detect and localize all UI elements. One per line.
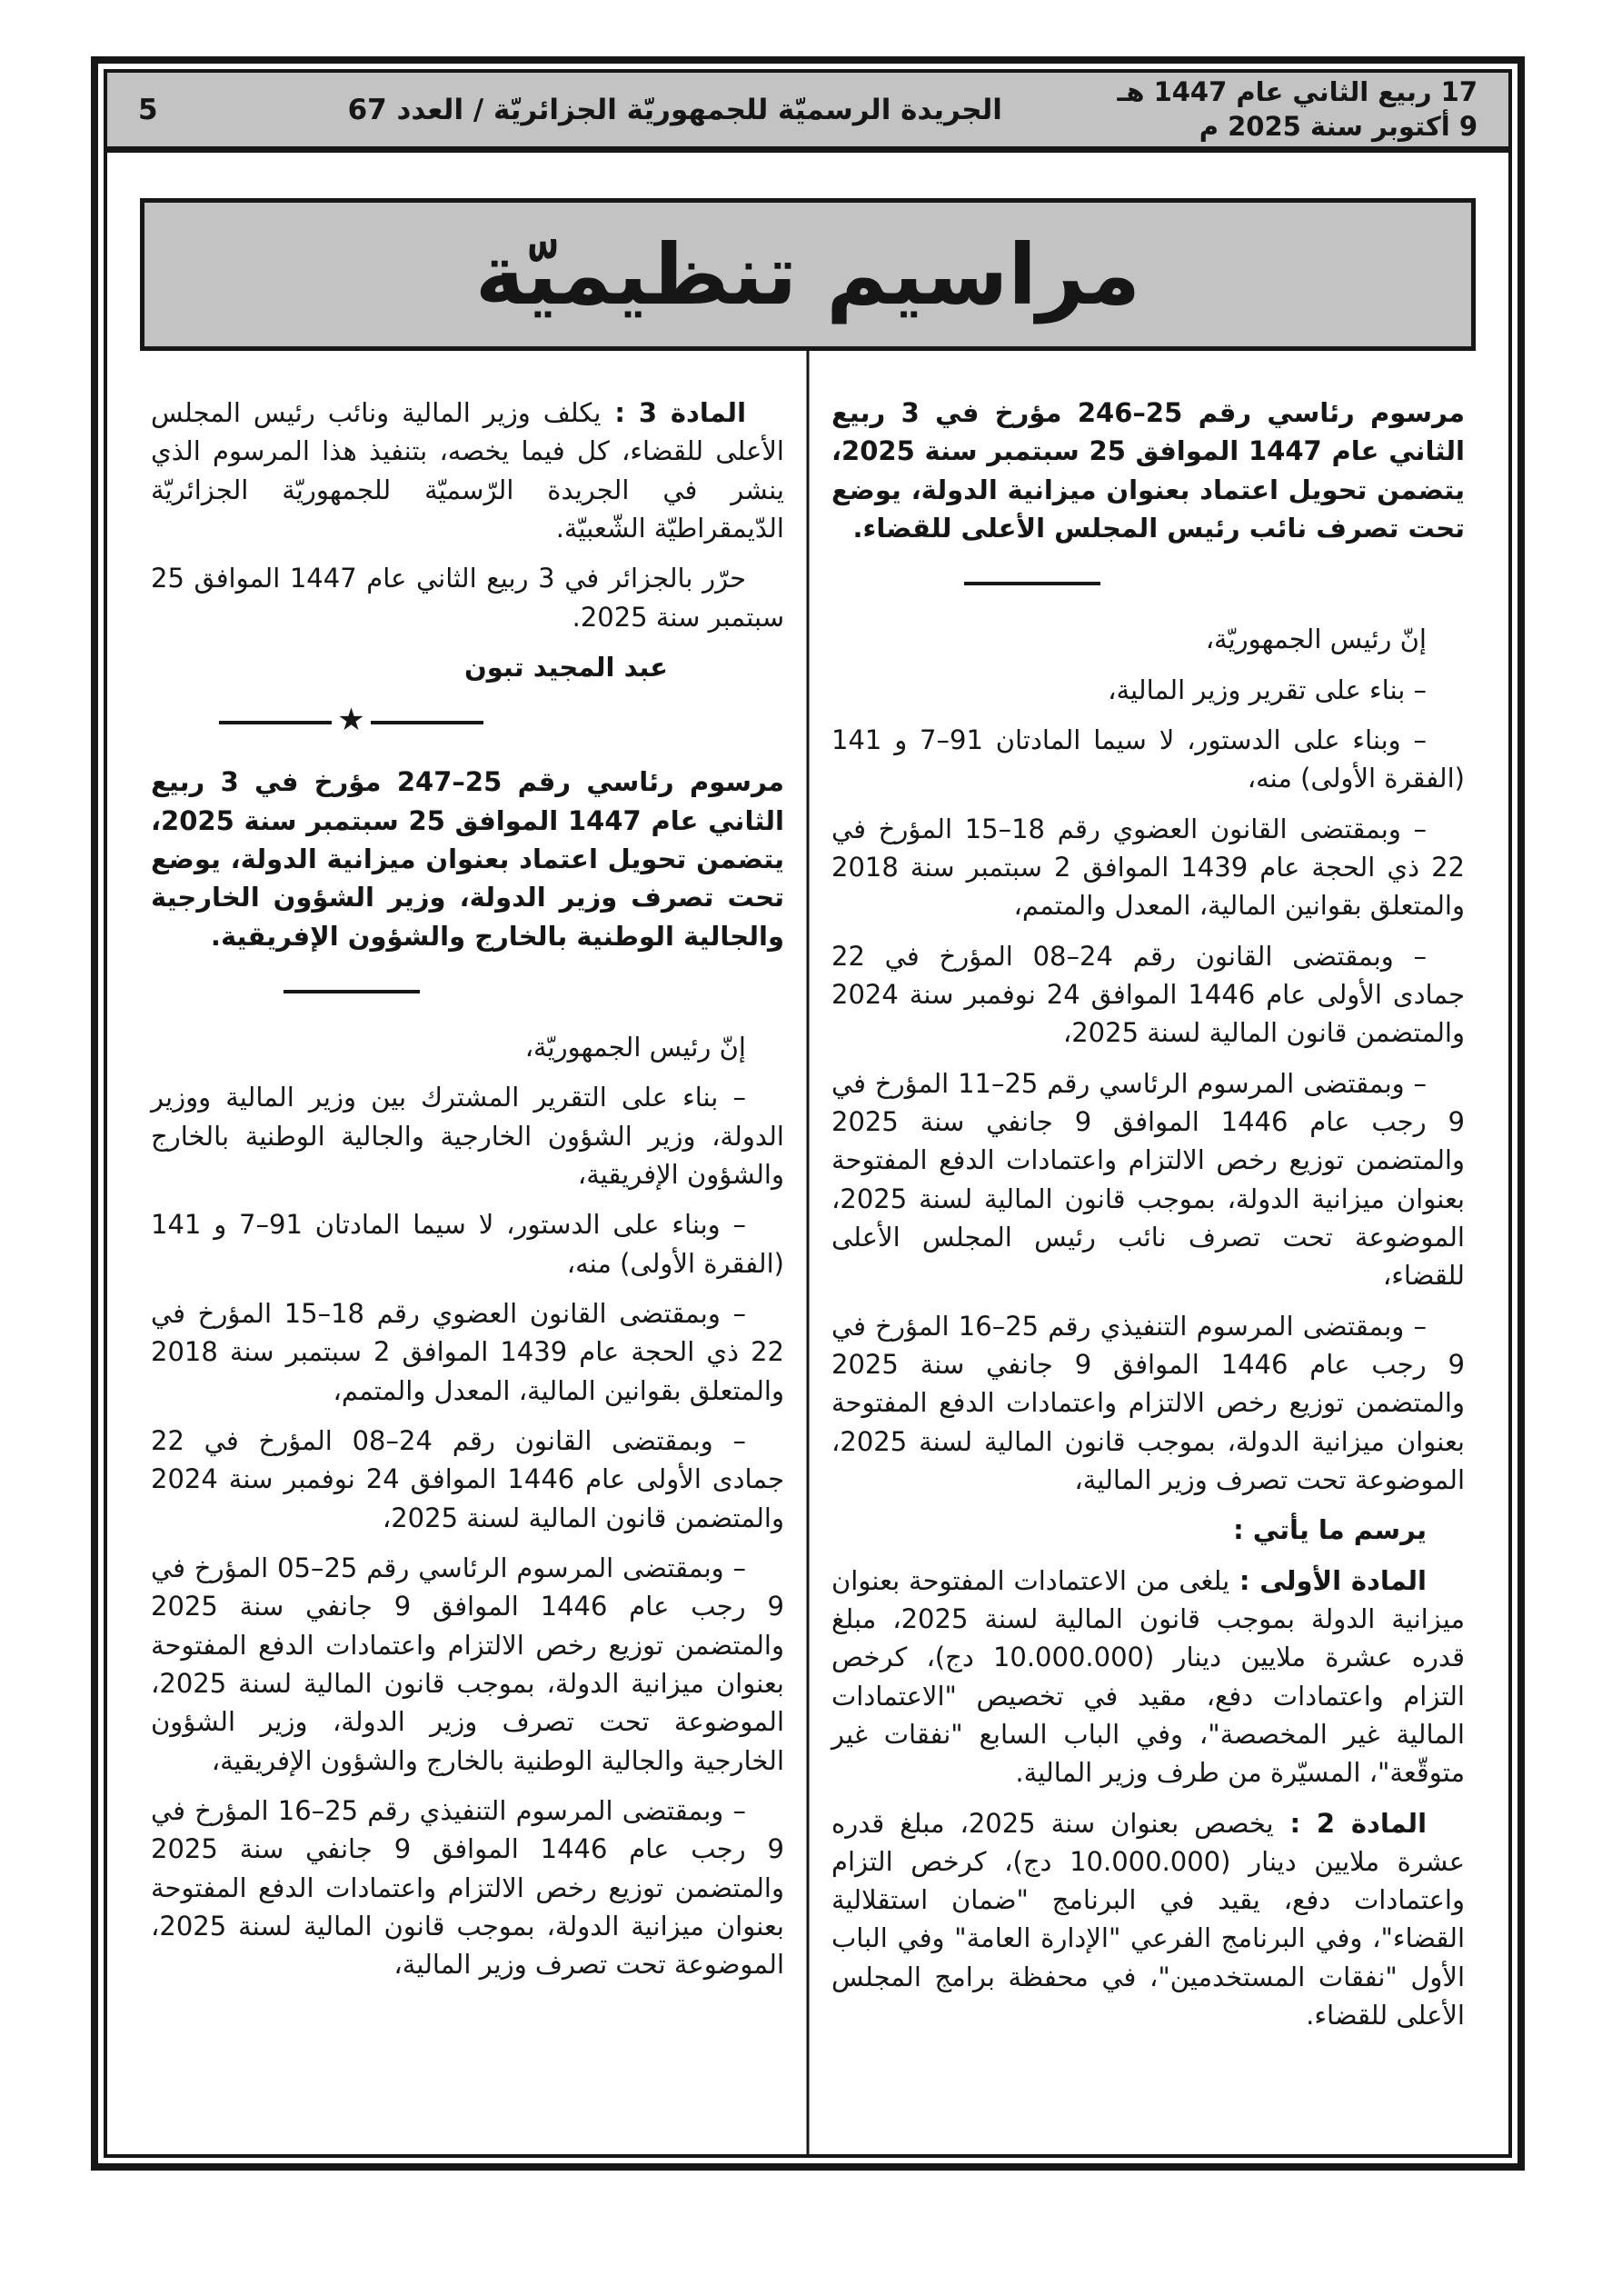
section-title: مراسيم تنظيميّة [474, 225, 1141, 324]
article-label: المادة 3 : [601, 397, 747, 428]
enacting-formula: يرسم ما يأتي : [1233, 1514, 1427, 1546]
page-frame [91, 56, 1525, 2171]
visa-item: – بناء على التقرير المشترك بين وزير المالية ووزير الدولة، وزير الشؤون الخارجية والجالية الوطنية بالخارج والشؤون الإفريقية، [151, 1082, 784, 1190]
signature: عبد المجيد تبون [463, 651, 668, 683]
header-dates [1117, 75, 1478, 144]
column-right [808, 382, 1488, 2154]
page-frame-inner [104, 69, 1512, 2158]
section-title-box [140, 198, 1476, 351]
column-divider [807, 351, 810, 2154]
article: المادة الأولى : يلغى من الاعتمادات المفتوحة بعنوان ميزانية الدولة بموجب قانون المالية لسنة 2025، مبلغ قدره عشرة ملايين دينار (10.000.000 دج)، كرخص التزام واعتمادات دفع، مقيد في تخصيص "الاعتمادات المالية غير المخصصة"، وفي الباب السابع "نفقات غير متوقّعة"، المسيّرة من طرف وزير المالية. [831, 1564, 1465, 1789]
article-label: المادة الأولى : [1229, 1564, 1427, 1596]
page-number: 5 [138, 93, 158, 126]
star-divider [220, 702, 483, 739]
date-hijri: 17 ربيع الثاني عام 1447 هـ [1117, 75, 1478, 107]
article-label: المادة 2 : [1273, 1807, 1428, 1839]
journal-title: الجريدة الرسميّة للجمهوريّة الجزائريّة / العدد 67 [347, 93, 1002, 126]
page-header [107, 73, 1508, 153]
visa-item: – بناء على تقرير وزير المالية، [1108, 674, 1427, 705]
content-columns [107, 351, 1508, 2154]
decree-heading: مرسوم رئاسي رقم 25–246 مؤرخ في 3 ربيع الثاني عام 1447 الموافق 25 سبتمبر سنة 2025، يتضمن تحويل اعتماد بعنوان ميزانية الدولة، يوضع تحت تصرف نائب رئيس المجلس الأعلى للقضاء. [831, 397, 1465, 544]
visa-item: – وبمقتضى القانون العضوي رقم 18–15 المؤرخ في 22 ذي الحجة عام 1439 الموافق 2 سبتمبر سنة 2018 والمتعلق بقوانين المالية، المعدل والمتمم، [831, 813, 1465, 922]
visa-item: – وبمقتضى القانون رقم 24–08 المؤرخ في 22 جمادى الأولى عام 1446 الموافق 24 نوفمبر سنة 2024 والمتضمن قانون المالية لسنة 2025، [831, 940, 1466, 1049]
star-icon: ★ [337, 702, 365, 739]
visa-item: – وبمقتضى المرسوم الرئاسي رقم 25–11 المؤرخ في 9 رجب عام 1446 الموافق 9 جانفي سنة 2025 والمتضمن توزيع رخص الالتزام واعتمادات الدفع المفتوحة بعنوان ميزانية الدولة، بموجب قانون المالية لسنة 2025، الموضوعة تحت تصرف نائب رئيس المجلس الأعلى للقضاء، [831, 1067, 1465, 1292]
signing-place-date: حرّر بالجزائر في 3 ربيع الثاني عام 1447 الموافق 25 سبتمبر سنة 2025. [151, 563, 784, 633]
visa-item: – وبناء على الدستور، لا سيما المادتان 91–7 و 141 (الفقرة الأولى) منه، [831, 724, 1465, 794]
divider-line [219, 721, 332, 724]
section-divider-rule [964, 582, 1100, 585]
section-divider-rule [284, 990, 420, 993]
visa-item: – وبمقتضى المرسوم التنفيذي رقم 25–16 المؤرخ في 9 رجب عام 1446 الموافق 9 جانفي سنة 2025 والمتضمن توزيع رخص الالتزام واعتمادات الدفع المفتوحة بعنوان ميزانية الدولة، بموجب قانون المالية لسنة 2025، الموضوعة تحت تصرف وزير المالية، [831, 1310, 1465, 1495]
preamble-opening: إنّ رئيس الجمهوريّة، [524, 1031, 746, 1063]
decree-heading: مرسوم رئاسي رقم 25–247 مؤرخ في 3 ربيع الثاني عام 1447 الموافق 25 سبتمبر سنة 2025، يتضمن تحويل اعتماد بعنوان ميزانية الدولة، يوضع تحت تصرف وزير الدولة، وزير الشؤون الخارجية والجالية الوطنية بالخارج والشؤون الإفريقية. [151, 766, 784, 952]
visa-item: – وبمقتضى القانون رقم 24–08 المؤرخ في 22 جمادى الأولى عام 1446 الموافق 24 نوفمبر سنة 2024 والمتضمن قانون المالية لسنة 2025، [151, 1424, 785, 1533]
date-gregorian: 9 أكتوبر سنة 2025 م [1199, 110, 1478, 142]
visa-item: – وبمقتضى القانون العضوي رقم 18–15 المؤرخ في 22 ذي الحجة عام 1439 الموافق 2 سبتمبر سنة 2018 والمتعلق بقوانين المالية، المعدل والمتمم، [151, 1297, 784, 1406]
visa-item: – وبناء على الدستور، لا سيما المادتان 91–7 و 141 (الفقرة الأولى) منه، [151, 1209, 784, 1279]
visa-item: – وبمقتضى المرسوم التنفيذي رقم 25–16 المؤرخ في 9 رجب عام 1446 الموافق 9 جانفي سنة 2025 والمتضمن توزيع رخص الالتزام واعتمادات الدفع المفتوحة بعنوان ميزانية الدولة، بموجب قانون المالية لسنة 2025، الموضوعة تحت تصرف وزير المالية، [151, 1794, 784, 1981]
preamble-opening: إنّ رئيس الجمهوريّة، [1205, 624, 1427, 655]
article: المادة 3 : يكلف وزير المالية ونائب رئيس المجلس الأعلى للقضاء، كل فيما يخصه، بتنفيذ هذا المرسوم الذي ينشر في الجريدة الرّسميّة للجمهوريّة الجزائريّة الدّيمقراطيّة الشّعبيّة. [151, 397, 784, 544]
divider-line [371, 721, 483, 724]
column-left [127, 382, 808, 2154]
visa-item: – وبمقتضى المرسوم الرئاسي رقم 25–05 المؤرخ في 9 رجب عام 1446 الموافق 9 جانفي سنة 2025 والمتضمن توزيع رخص الالتزام واعتمادات الدفع المفتوحة بعنوان ميزانية الدولة، بموجب قانون المالية لسنة 2025، الموضوعة تحت تصرف وزير الدولة، وزير الشؤون الخارجية والجالية الوطنية بالخارج والشؤون الإفريقية، [151, 1552, 784, 1776]
article: المادة 2 : يخصص بعنوان سنة 2025، مبلغ قدره عشرة ملايين دينار (10.000.000 دج)، كرخص التزام واعتمادات دفع، يقيد في البرنامج "ضمان استقلالية القضاء"، وفي البرنامج الفرعي "الإدارة العامة" وفي الباب الأول "نفقات المستخدمين"، في محفظة برامج المجلس الأعلى للقضاء. [831, 1807, 1465, 2031]
